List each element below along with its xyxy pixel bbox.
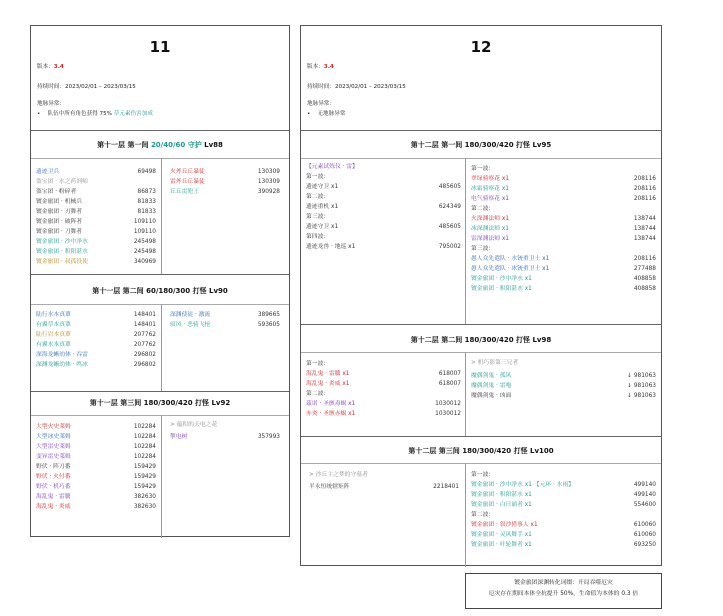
enemy-hp: 148401: [133, 312, 156, 318]
enemy-name: 陆行岩本真蕈: [36, 332, 71, 338]
enemy-row: [170, 310, 280, 320]
enemy-row: [36, 167, 156, 177]
enemy-row: [36, 492, 156, 502]
enemy-row: [306, 222, 461, 232]
enemy-row: [471, 381, 656, 391]
abyss-affix-note: [465, 573, 662, 609]
note-line-2: 厄灾存在期间本体全抗提升 50%，生命值为本体的 0.3 倍: [488, 591, 639, 597]
enemy-hp: 340969: [133, 259, 156, 265]
enemy-row: [471, 164, 656, 174]
enemy-hp: 624349: [438, 204, 461, 210]
enemy-hp: 208116: [633, 176, 656, 182]
enemy-hp: 208116: [633, 186, 656, 192]
enemy-row: [36, 330, 156, 340]
enemy-name: 镀金旅团 · 机械兵: [36, 199, 83, 205]
enemy-hp: 130309: [257, 179, 280, 185]
enemy-hp: 1030012: [435, 411, 461, 417]
enemy-row: [471, 520, 656, 530]
enemy-hp: 208116: [633, 196, 656, 202]
enemy-name: 魔偶剑鬼 · 雷咆: [471, 383, 512, 389]
enemy-row: [36, 422, 156, 432]
enemy-hp: 102284: [133, 444, 156, 450]
enemy-name: 镀金旅团 · 积阳湛水 x1: [471, 492, 532, 498]
enemy-row: [471, 480, 656, 490]
enemy-row: [306, 232, 461, 242]
enemy-hp: 499140: [633, 482, 656, 488]
enemy-hp: 207762: [133, 342, 156, 348]
version-line: 版本：3.4: [37, 64, 64, 70]
enemy-hp: ↓ 981063: [627, 373, 656, 379]
enemy-row: [306, 212, 461, 222]
enemy-name: 赤炎 · 圣骸赤蝎 x1: [306, 411, 356, 417]
enemy-hp: 389665: [257, 312, 280, 318]
subgroup-label: > 机巧影第三兄者: [471, 360, 519, 366]
enemy-hp: 138744: [633, 216, 656, 222]
enemy-row: [471, 204, 656, 214]
enemy-name: 第一波：: [471, 472, 495, 478]
enemy-row: [36, 360, 156, 370]
enemy-row: [471, 490, 656, 500]
enemy-name: 魔偶剑鬼 · 孤风: [471, 373, 512, 379]
section-title: 第十二层 第二间 180/300/420 打怪 Lv98: [410, 336, 552, 344]
enemy-row: [471, 184, 656, 194]
enemy-hp: 245498: [133, 239, 156, 245]
period-line: 持续时间：2023/02/01 – 2023/03/15: [307, 84, 406, 90]
enemy-row: [36, 310, 156, 320]
enemy-hp: 1030012: [435, 401, 461, 407]
enemy-name: 掣电树: [170, 434, 188, 440]
enemy-hp: 159429: [133, 464, 156, 470]
enemy-row: [170, 177, 280, 187]
enemy-hp: 109110: [133, 219, 156, 225]
enemy-name: 有翼水本真蕈: [36, 342, 71, 348]
enemy-hp: 102284: [133, 454, 156, 460]
subgroup-label: > 沙丘主之梦的守墓者: [309, 472, 368, 478]
section-title: 第十一层 第三间 180/300/420 打怪 Lv92: [89, 399, 231, 407]
enemy-row: [306, 192, 461, 202]
enemy-hp: 408858: [633, 276, 656, 282]
enemy-name: 海乱鬼 · 雷騰 x1: [306, 371, 350, 377]
enemy-name: 火深渊法师 x1: [471, 216, 509, 222]
enemy-name: 遗迹守卫 x1: [306, 224, 339, 230]
enemy-name: 遗迹卫兵: [36, 169, 60, 175]
enemy-row: [36, 227, 156, 237]
enemy-name: 驭风 · 恶骑飞枪: [170, 322, 211, 328]
enemy-hp: 102284: [133, 424, 156, 430]
enemy-name: 有翼草本真蕈: [36, 322, 71, 328]
enemy-hp: 69498: [137, 169, 156, 175]
enemy-hp: 795002: [438, 244, 461, 250]
enemy-name: 镀金旅团 · 叙沙猎事人 x1: [471, 522, 538, 528]
enemy-name: 冰霜骑察花 x1: [471, 186, 509, 192]
section-title: 第十二层 第一间 180/300/420 打怪 Lv95: [410, 141, 552, 149]
enemy-name: 野伏 · 火付番: [36, 474, 71, 480]
enemy-hp: 138744: [633, 226, 656, 232]
enemy-name: 盗宝团 · 水之药剂师: [36, 179, 88, 185]
enemy-row: [36, 207, 156, 217]
enemy-row: [306, 242, 461, 252]
enemy-row: [471, 174, 656, 184]
anomaly-item: • 队伍中所有角色获得 75% 草元素伤害加成: [37, 111, 153, 117]
version-line: 版本：3.4: [307, 64, 334, 70]
enemy-name: 大型雷史莱姆: [36, 444, 71, 450]
enemy-hp: 86873: [137, 189, 156, 195]
enemy-hp: 610060: [633, 532, 656, 538]
enemy-row: [36, 350, 156, 360]
enemy-row: [36, 452, 156, 462]
period-line: 持续时间：2023/02/01 – 2023/03/15: [37, 84, 136, 90]
enemy-name: 镀金旅团 · 刃舞者: [36, 209, 83, 215]
enemy-hp: 159429: [133, 474, 156, 480]
enemy-row: [471, 224, 656, 234]
enemy-name: 野伏 · 机巧番: [36, 484, 71, 490]
enemy-name: 第三波：: [306, 214, 330, 220]
enemy-name: 陆行水本真蕈: [36, 312, 71, 318]
enemy-row: [471, 371, 656, 381]
floor-11-title: 11: [149, 38, 171, 56]
enemy-hp: 81833: [137, 209, 156, 215]
enemy-hp: 109110: [133, 229, 156, 235]
enemy-name: 深渊使徒 · 激流: [170, 312, 211, 318]
enemy-row: [36, 217, 156, 227]
enemy-row: [306, 202, 461, 212]
enemy-name: 第二波：: [306, 194, 330, 200]
enemy-row: [306, 379, 461, 389]
enemy-row: [471, 264, 656, 274]
anomaly-label: 地脉异常：: [307, 101, 335, 107]
enemy-hp: 485605: [438, 184, 461, 190]
enemy-hp: 593605: [257, 322, 280, 328]
enemy-name: 【元素试炼仪 · 雷】: [306, 164, 358, 170]
enemy-row: [471, 284, 656, 294]
enemy-name: 第二波：: [471, 512, 495, 518]
section-title: 第十一层 第一间 20/40/60 守护 Lv88: [97, 141, 223, 149]
enemy-row: [36, 432, 156, 442]
enemy-name: 半永恒统辖矩阵: [309, 484, 350, 490]
subgroup-label: > 蕴积的天电之花: [170, 422, 218, 428]
enemy-hp: 390928: [257, 189, 280, 195]
enemy-name: 愚人众先遣队 · 冰铳重卫士 x1: [471, 266, 550, 272]
enemy-row: [36, 197, 156, 207]
enemy-hp: 138744: [633, 236, 656, 242]
enemy-row: [471, 254, 656, 264]
section-title: 第十二层 第三间 180/300/420 打怪 Lv100: [408, 447, 554, 455]
enemy-name: 第二波：: [471, 206, 495, 212]
enemy-hp: 618007: [438, 371, 461, 377]
enemy-name: 茲诺 · 圣骸毒蝎 x1: [306, 401, 356, 407]
enemy-row: [306, 409, 461, 419]
floor-12-panel: [300, 25, 662, 566]
floor-11-panel: [30, 25, 290, 537]
enemy-row: [36, 502, 156, 512]
enemy-hp: 102284: [133, 434, 156, 440]
enemy-hp: ↓ 981063: [627, 383, 656, 389]
enemy-hp: 408858: [633, 286, 656, 292]
enemy-name: 雷斧丘丘暴徒: [170, 179, 205, 185]
section-title: 第十一层 第二间 60/180/300 打怪 Lv90: [92, 287, 228, 295]
floor-12-title: 12: [470, 38, 492, 56]
enemy-name: 魔偶剑鬼 · 凶面: [471, 393, 512, 399]
enemy-row: [471, 274, 656, 284]
enemy-name: 冰深渊法师 x1: [471, 226, 509, 232]
enemy-hp: 296802: [133, 352, 156, 358]
enemy-name: 镀金旅团 · 叔孤役使: [36, 259, 88, 265]
enemy-name: 镀金旅团 · 破阵者: [36, 219, 83, 225]
enemy-row: [306, 359, 461, 369]
enemy-name: 镀金旅团 · 积阳湛水: [36, 249, 88, 255]
enemy-hp: 382630: [133, 504, 156, 510]
enemy-name: 变异雷史莱姆: [36, 454, 71, 460]
enemy-name: 镀金旅团 · 叶轮舞者 x1: [471, 542, 532, 548]
enemy-name: 第四波：: [306, 234, 330, 240]
enemy-name: 镀金旅团 · 积阳湛水 x1: [471, 286, 532, 292]
enemy-hp: 159429: [133, 484, 156, 490]
enemy-name: 深渊龙蜥幼体 · 鸣冰: [36, 362, 88, 368]
enemy-row: [170, 187, 280, 197]
enemy-hp: 148401: [133, 322, 156, 328]
enemy-name: 镀金旅团 · 沙中净水 x1 【元环 · 水雨】: [471, 482, 575, 488]
enemy-hp: 2218401: [433, 484, 459, 490]
enemy-hp: 208116: [633, 256, 656, 262]
enemy-name: 第一波：: [306, 174, 330, 180]
enemy-hp: 296802: [133, 362, 156, 368]
enemy-hp: 499140: [633, 492, 656, 498]
enemy-hp: 207762: [133, 332, 156, 338]
enemy-row: [36, 247, 156, 257]
enemy-name: 翠绿骑察花 x1: [471, 176, 509, 182]
enemy-row: [471, 234, 656, 244]
enemy-hp: 554600: [633, 502, 656, 508]
enemy-row: [36, 177, 156, 187]
note-line-1: 镀金旅团深渊转化词缀：开局吞噬厄灾: [514, 580, 613, 586]
enemy-row: [36, 462, 156, 472]
enemy-name: 盗宝团 · 粉碎者: [36, 189, 77, 195]
enemy-name: 遗迹重机 x1: [306, 204, 339, 210]
enemy-name: 镀金旅团 · 沙中净水 x1: [471, 276, 532, 282]
enemy-row: [471, 510, 656, 520]
enemy-row: [306, 389, 461, 399]
enemy-name: 大型火史莱姆: [36, 424, 71, 430]
enemy-hp: 277488: [633, 266, 656, 272]
enemy-name: 丘丘雷兜王: [170, 189, 199, 195]
anomaly-item: • 无地脉异常: [307, 111, 346, 117]
enemy-name: 镀金旅团 · 白日诵者 x1: [471, 502, 532, 508]
enemy-row: [306, 162, 461, 172]
enemy-name: 大型冰史莱姆: [36, 434, 71, 440]
enemy-name: 第二波：: [306, 391, 330, 397]
enemy-row: [306, 399, 461, 409]
enemy-row: [471, 470, 656, 480]
enemy-row: [306, 172, 461, 182]
enemy-name: 愚人众先遣队 · 水铳重卫士 x1: [471, 256, 550, 262]
enemy-row: [170, 432, 280, 442]
enemy-row: [36, 442, 156, 452]
enemy-row: [471, 530, 656, 540]
enemy-hp: 245498: [133, 249, 156, 255]
enemy-name: 镀金旅团 · 刀舞者: [36, 229, 83, 235]
enemy-row: [306, 182, 461, 192]
enemy-row: [170, 167, 280, 177]
enemy-name: 深海龙蜥幼体 · 吞雷: [36, 352, 88, 358]
enemy-name: 野伏 · 阵刀番: [36, 464, 71, 470]
enemy-hp: 382630: [133, 494, 156, 500]
enemy-row: [471, 540, 656, 550]
enemy-name: 海乱鬼 · 雷騰: [36, 494, 71, 500]
enemy-row: [309, 482, 459, 492]
enemy-hp: 81833: [137, 199, 156, 205]
enemy-name: 第三波：: [471, 246, 495, 252]
enemy-row: [36, 340, 156, 350]
enemy-name: 火斧丘丘暴徒: [170, 169, 205, 175]
enemy-name: 遗迹守卫 x1: [306, 184, 339, 190]
enemy-hp: 357993: [257, 434, 280, 440]
enemy-row: [471, 500, 656, 510]
enemy-hp: 485605: [438, 224, 461, 230]
enemy-hp: 618007: [438, 381, 461, 387]
anomaly-label: 地脉异常：: [37, 101, 65, 107]
enemy-name: 第一波：: [471, 166, 495, 172]
enemy-row: [36, 187, 156, 197]
enemy-row: [306, 369, 461, 379]
enemy-name: 遗迹龙兽 · 地巡 x1: [306, 244, 356, 250]
enemy-row: [36, 257, 156, 267]
enemy-name: 镀金旅团 · 沙中净水: [36, 239, 88, 245]
enemy-row: [36, 320, 156, 330]
enemy-row: [471, 391, 656, 401]
enemy-row: [36, 472, 156, 482]
enemy-name: 海乱鬼 · 炎威 x1: [306, 381, 350, 387]
enemy-name: 第一波：: [306, 361, 330, 367]
enemy-row: [471, 194, 656, 204]
enemy-row: [36, 237, 156, 247]
enemy-hp: ↓ 981063: [627, 393, 656, 399]
enemy-name: 镀金旅团 · 灵风舞手 x1: [471, 532, 532, 538]
enemy-hp: 130309: [257, 169, 280, 175]
enemy-name: 海乱鬼 · 炎威: [36, 504, 71, 510]
enemy-row: [170, 320, 280, 330]
enemy-name: 雷深渊法师 x1: [471, 236, 509, 242]
enemy-name: 电气骑察花 x1: [471, 196, 509, 202]
enemy-hp: 693250: [633, 542, 656, 548]
enemy-row: [471, 244, 656, 254]
enemy-hp: 610060: [633, 522, 656, 528]
enemy-row: [36, 482, 156, 492]
enemy-row: [471, 214, 656, 224]
